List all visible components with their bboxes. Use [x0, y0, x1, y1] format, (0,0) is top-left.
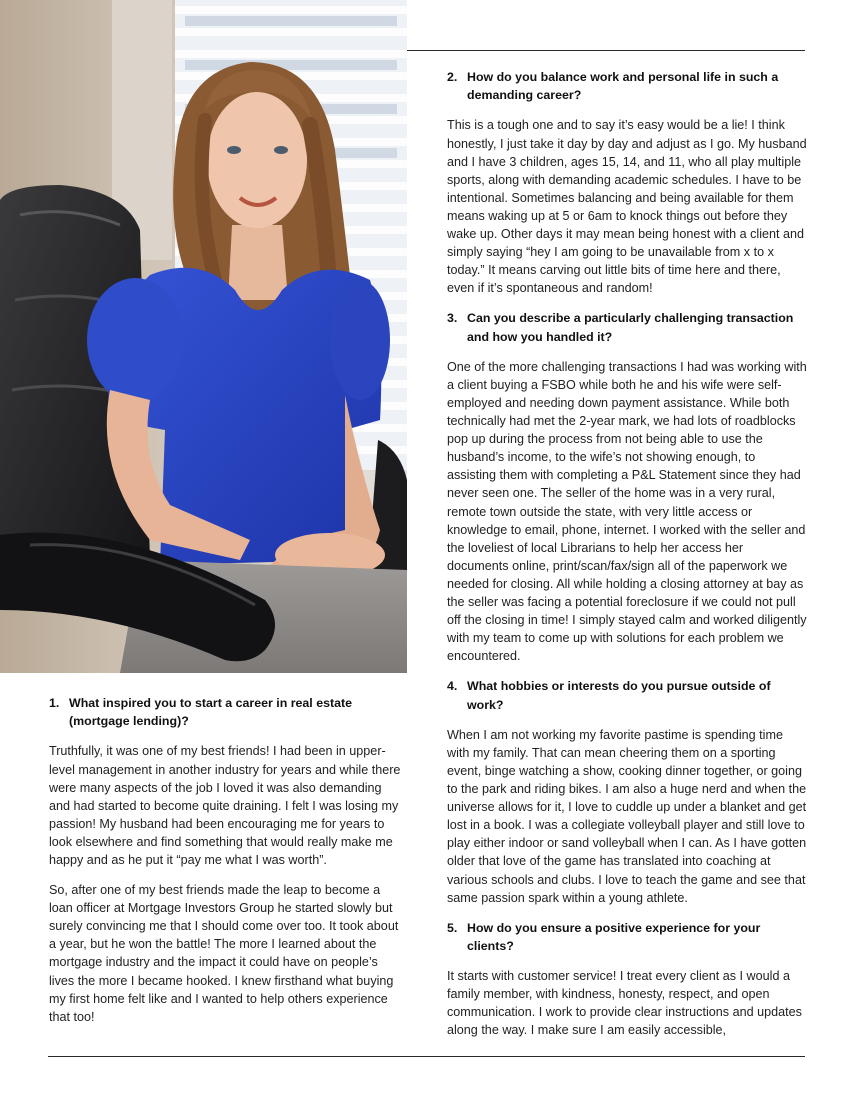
question-1-number: 1.: [49, 696, 60, 710]
question-4-heading: [447, 677, 807, 713]
question-3-number: 3.: [447, 311, 458, 326]
right-column: [447, 68, 807, 1051]
bottom-rule: [48, 1056, 805, 1057]
answer-1-paragraph-2: So, after one of my best friends made the leap to become a loan officer at Mortgage Investors Group he started slowly but surely convincing me that I should come over too. It took about a year, but he won the battle! The more I learned about the mortgage industry and the impact it could have on people’s lives the more I became hooked. I knew firsthand what buying my first home felt like and I wanted to help others experience that too!: [49, 883, 399, 1024]
question-5-text: How do you ensure a positive experience for your clients?: [467, 920, 761, 953]
answer-5-paragraph-1: It starts with customer service! I treat every client as I would a family member, with kindness, honesty, respect, and open communication. I work to provide clear instructions and updates along the way. I make sure I am easily accessible,: [447, 969, 802, 1038]
question-5-heading: [447, 919, 807, 955]
question-3-text: Can you describe a particularly challenging transaction and how you handled it?: [467, 311, 794, 344]
answer-3-paragraph-1: One of the more challenging transactions I had was working with a client buying a FSBO while both he and his wife were self-employed and needing down payment assistance. While both technically had met the 2-year mark, we had lots of roadblocks pop up during the process from not being able to use the husband’s income, to the wife’s not showing enough, to assisting them with completing a P&L Statement since they had never seen one. The seller of the home was in a very rural, remote town outside the state, with very little access or knowledge to email, phone, internet. I worked with the seller and the loveliest of local Librarians to help her access her documents online, print/scan/fax/sign all of the paperwork we needed for closing. All while holding a closing attorney at bay as the seller was facing a potential foreclosure if we could not pull off the closing in time! I simply stayed calm and worked diligently with my team to come up with solutions for each problem we encountered.: [447, 359, 807, 664]
question-5-number: 5.: [447, 920, 458, 935]
answer-2-paragraph-1: This is a tough one and to say it’s easy would be a lie! I think honestly, I just take it day by day and adjust as I go. My husband and I have 3 children, ages 15, 14, and 11, who all play multiple sports, along with demanding academic schedules. I have to be intentional. Sometimes balancing and being available for them means waking up at 5 or 6am to knock things out before they wake up. Other days it may mean being honest with a client and simply saying “hey I am going to be unavailable from x to x today.” It means carving out little bits of time here and there, even if it’s spontaneous and random!: [447, 118, 807, 296]
question-1-text: What inspired you to start a career in real estate (mortgage lending)?: [69, 696, 353, 729]
top-rule: [407, 50, 805, 51]
question-2-number: 2.: [447, 70, 458, 84]
answer-4-paragraph-1: When I am not working my favorite pastime is spending time with my family. That can mean cheering them on a sporting event, binge watching a show, cooking dinner together, or going to the park and riding bikes. I am also a huge nerd and when the universe allows for it, I love to cuddle up under a blanket and get lost in a book. I was a collegiate volleyball player and still love to play either indoor or sand volleyball when I can. As I have gotten older that love of the game has translated into coaching at various schools and clubs. I love to teach the game and see that same passion spark within a young athlete.: [447, 727, 807, 905]
left-column: [49, 694, 401, 1038]
portrait-photo: [0, 0, 407, 673]
question-4-number: 4.: [447, 679, 458, 694]
question-3-heading: [447, 309, 807, 345]
portrait-illustration: [0, 0, 407, 673]
answer-1-paragraph-1: Truthfully, it was one of my best friends! I had been in upper-level management in another industry for years and while there were many aspects of the job I loved it was also demanding and had started to become quite draining. I felt I was losing my passion! My husband had been encouraging me for years to look elsewhere and find something that would really make me happy and as he put it “pay me what I was worth”.: [49, 744, 401, 867]
question-2-heading: [447, 68, 807, 104]
question-4-text: What hobbies or interests do you pursue outside of work?: [467, 679, 771, 712]
question-1-heading: [49, 694, 401, 730]
question-2-text: How do you balance work and personal life in such a demanding career?: [467, 70, 779, 103]
